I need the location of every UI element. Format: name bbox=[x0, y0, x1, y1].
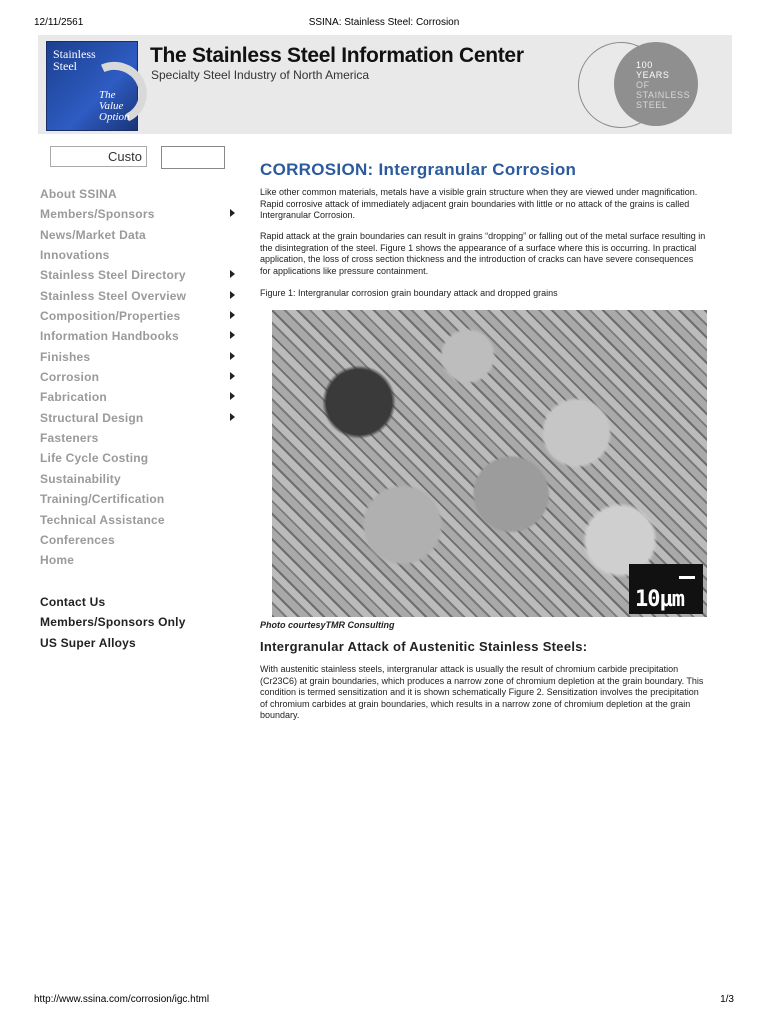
submenu-arrow-icon[interactable] bbox=[230, 413, 235, 421]
sidebar-item-conferences[interactable] bbox=[40, 533, 240, 553]
badge-line: OF bbox=[636, 80, 650, 90]
figure-caption: Figure 1: Intergranular corrosion grain boundary attack and dropped grains bbox=[260, 288, 558, 298]
sidebar-nav bbox=[40, 187, 240, 574]
sidebar-item-label: Home bbox=[40, 553, 75, 568]
sidebar-item-members-sponsors-only[interactable] bbox=[40, 615, 240, 635]
sidebar-item-label: Contact Us bbox=[40, 595, 106, 609]
sidebar-item-label: Fabrication bbox=[40, 390, 107, 405]
sidebar-item-label: Stainless Steel Overview bbox=[40, 288, 187, 303]
page-title: CORROSION: Intergranular Corrosion bbox=[260, 160, 577, 179]
search-input[interactable] bbox=[50, 146, 147, 167]
paragraph: Rapid attack at the grain boundaries can result in grains “dropping” or falling out of the metal surface resulting in the disintegration of the steel. Figure 1 shows the appearance of a surface where this is occurring. In practical application, the loss of cross section thickness and the introduction of cracks can have severe consequences for applications like pressure containment. bbox=[260, 231, 706, 276]
submenu-arrow-icon[interactable] bbox=[230, 209, 235, 217]
sidebar-item-information-handbooks[interactable] bbox=[40, 329, 240, 349]
logo-text-top: Stainless Steel bbox=[53, 47, 96, 73]
sidebar-item-label: Composition/Properties bbox=[40, 309, 181, 324]
sidebar-item-label: Members/Sponsors Only bbox=[40, 615, 186, 630]
site-banner bbox=[38, 35, 732, 134]
sidebar-item-label: Innovations bbox=[40, 248, 110, 263]
badge-line: YEARS bbox=[636, 70, 670, 80]
sidebar-item-label: Stainless Steel Directory bbox=[40, 268, 186, 283]
badge-line: 100 bbox=[636, 60, 653, 70]
sidebar-item-label: Technical Assistance bbox=[40, 512, 165, 527]
sidebar-item-stainless-steel-directory[interactable] bbox=[40, 268, 240, 288]
sidebar-item-label: Sustainability bbox=[40, 471, 121, 486]
scale-tick bbox=[679, 576, 695, 579]
sidebar-item-label: Corrosion bbox=[40, 370, 100, 385]
paragraph: With austenitic stainless steels, intergranular attack is usually the result of chromium carbide precipitation (Cr23C6) at grain boundaries, which produces a narrow zone of chromium depletion at the grain boundary. This condition is termed sensitization and it is shown schematically Figure 2. Sensitization involves the precipitation of chromium carbides at grain boundaries, which results in a narrow zone of chromium depletion at the grain boundary. bbox=[260, 664, 704, 720]
sidebar-item-composition-properties[interactable] bbox=[40, 309, 240, 329]
sidebar-item-training-certification[interactable] bbox=[40, 492, 240, 512]
sidebar-item-label: About SSINA bbox=[40, 187, 117, 201]
print-url: http://www.ssina.com/corrosion/igc.html bbox=[34, 994, 210, 1005]
submenu-arrow-icon[interactable] bbox=[230, 270, 235, 278]
sidebar-nav-secondary bbox=[40, 595, 240, 656]
sidebar-item-fabrication[interactable] bbox=[40, 390, 240, 410]
sidebar-item-label: Training/Certification bbox=[40, 492, 165, 507]
badge-line: STAINLESS bbox=[636, 90, 691, 100]
micrograph-image bbox=[272, 310, 707, 617]
sidebar-item-technical-assistance[interactable] bbox=[40, 513, 240, 533]
sidebar-item-home[interactable] bbox=[40, 553, 240, 573]
sidebar-item-structural-design[interactable] bbox=[40, 411, 240, 431]
submenu-arrow-icon[interactable] bbox=[230, 331, 235, 339]
sidebar-item-corrosion[interactable] bbox=[40, 370, 240, 390]
print-page-count: 1/3 bbox=[720, 994, 734, 1005]
sidebar-item-contact-us[interactable] bbox=[40, 595, 240, 615]
sidebar-item-label: Information Handbooks bbox=[40, 329, 179, 344]
print-header bbox=[34, 17, 734, 31]
sidebar-item-members-sponsors[interactable] bbox=[40, 207, 240, 227]
badge-line: STEEL bbox=[636, 100, 668, 110]
print-page-title: SSINA: Stainless Steel: Corrosion bbox=[308, 17, 460, 28]
section-heading: Intergranular Attack of Austenitic Stainless Steels: bbox=[260, 639, 588, 654]
submenu-arrow-icon[interactable] bbox=[230, 392, 235, 400]
ssina-logo[interactable] bbox=[46, 41, 138, 131]
submenu-arrow-icon[interactable] bbox=[230, 311, 235, 319]
sidebar-item-life-cycle-costing[interactable] bbox=[40, 451, 240, 471]
print-date: 12/11/2561 bbox=[34, 17, 84, 28]
sidebar-item-fasteners[interactable] bbox=[40, 431, 240, 451]
100-years-badge bbox=[614, 42, 698, 126]
sidebar-item-stainless-steel-overview[interactable] bbox=[40, 289, 240, 309]
site-title: The Stainless Steel Information Center bbox=[150, 44, 524, 67]
search-button[interactable] bbox=[161, 146, 225, 169]
sidebar-item-label: News/Market Data bbox=[40, 227, 146, 242]
sidebar-item-label: US Super Alloys bbox=[40, 635, 136, 650]
sidebar-item-label: Finishes bbox=[40, 349, 91, 364]
sidebar-item-label: Members/Sponsors bbox=[40, 207, 155, 222]
sidebar-item-news-market-data[interactable] bbox=[40, 228, 240, 248]
logo-text-bottom: The Value Option bbox=[99, 89, 130, 123]
site-subtitle: Specialty Steel Industry of North America bbox=[151, 68, 370, 82]
photo-credit: Photo courtesyTMR Consulting bbox=[260, 620, 395, 630]
paragraph: Like other common materials, metals have a visible grain structure when they are viewed under magnification. Rapid corrosive attack of immediately adjacent grain boundaries with little or no attack of the grains is called Intergranular Corrosion. bbox=[260, 187, 698, 220]
scale-label: 10µm bbox=[635, 587, 684, 612]
sidebar-item-label: Life Cycle Costing bbox=[40, 451, 149, 466]
main-content bbox=[260, 160, 706, 720]
sidebar-item-innovations[interactable] bbox=[40, 248, 240, 268]
sidebar-item-label: Conferences bbox=[40, 532, 115, 547]
submenu-arrow-icon[interactable] bbox=[230, 352, 235, 360]
scale-bar bbox=[629, 564, 703, 614]
sidebar-item-finishes[interactable] bbox=[40, 350, 240, 370]
sidebar-item-us-super-alloys[interactable] bbox=[40, 636, 240, 656]
submenu-arrow-icon[interactable] bbox=[230, 372, 235, 380]
sidebar-item-label: Structural Design bbox=[40, 410, 144, 425]
sidebar-item-about-ssina[interactable] bbox=[40, 187, 240, 207]
submenu-arrow-icon[interactable] bbox=[230, 291, 235, 299]
sidebar-item-sustainability[interactable] bbox=[40, 472, 240, 492]
sidebar-item-label: Fasteners bbox=[40, 431, 99, 446]
